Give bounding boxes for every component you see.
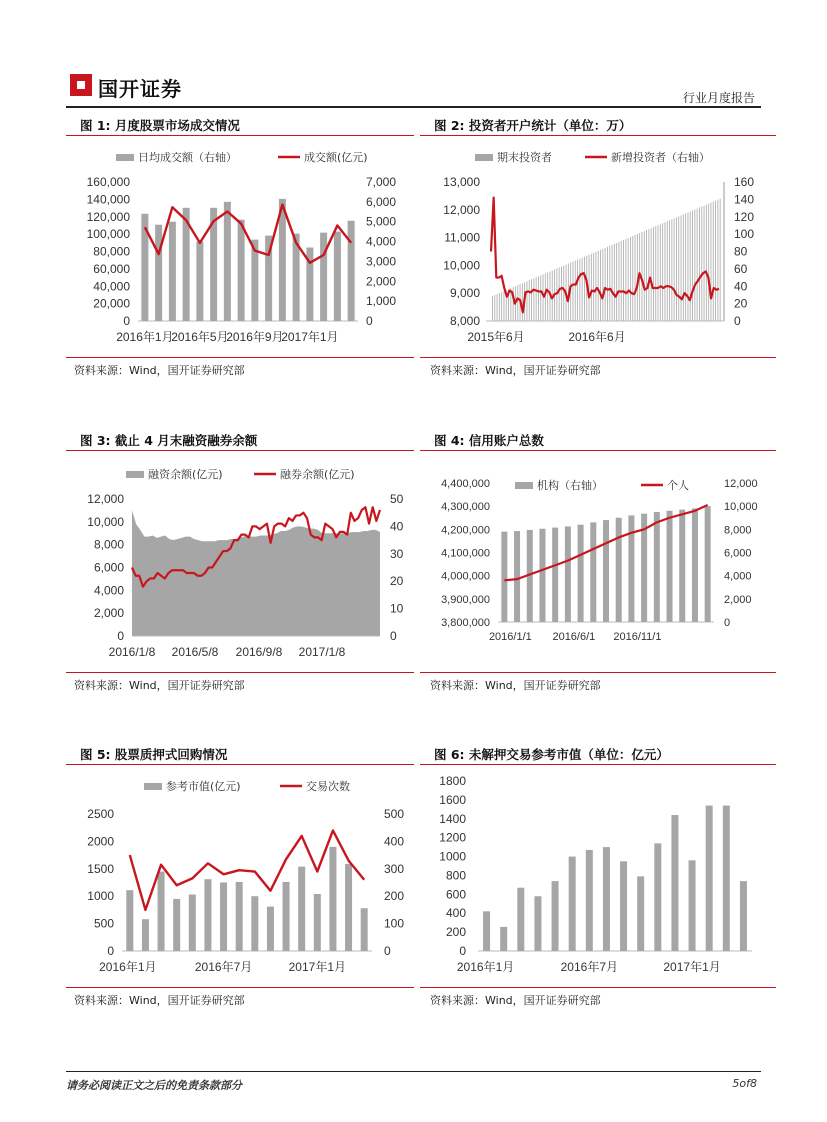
fig2-bar xyxy=(699,208,700,321)
fig4-left-tick-label: 4,200,000 xyxy=(441,524,490,537)
fig5-left-tick-label: 2500 xyxy=(87,807,114,821)
fig1-left-tick-label: 160,000 xyxy=(86,175,130,189)
fig6-x-tick-label: 2017年1月 xyxy=(663,960,721,974)
fig2-bar xyxy=(577,260,578,321)
fig2-source: 资料来源：Wind，国开证券研究部 xyxy=(430,364,601,377)
fig2-bar xyxy=(614,244,615,321)
fig3-title: 图 3: 截止 4 月末融资融券余额 xyxy=(80,433,258,448)
fig6-bar xyxy=(706,806,713,951)
fig2-left-tick-label: 9,000 xyxy=(449,286,480,301)
fig4-right-tick-label: 12,000 xyxy=(724,478,758,490)
fig4-bar xyxy=(501,532,507,622)
fig2-bar xyxy=(584,257,585,321)
fig2-bar xyxy=(492,296,493,321)
fig3-right-tick-label: 10 xyxy=(390,601,404,616)
fig1-chart xyxy=(66,140,414,354)
fig2-bar xyxy=(646,230,647,321)
fig5-x-tick-label: 2016年7月 xyxy=(194,960,253,974)
fig2-left-tick-label: 11,000 xyxy=(444,230,480,245)
fig2-bar xyxy=(685,213,686,321)
fig2-bar xyxy=(708,204,709,321)
fig2-legend-label: 期末投资者 xyxy=(497,151,552,164)
fig6-source: 资料来源：Wind，国开证券研究部 xyxy=(430,994,601,1007)
fig1-left-tick-label: 40,000 xyxy=(93,279,130,294)
fig2-bar xyxy=(510,288,511,321)
fig5-chart xyxy=(66,770,414,984)
fig2-bar xyxy=(621,241,622,321)
fig2-bar xyxy=(662,223,663,321)
fig4-left-tick-label: 4,400,000 xyxy=(441,478,490,490)
fig5-bar xyxy=(283,882,290,951)
fig2-bar xyxy=(596,252,597,321)
fig1-source: 资料来源：Wind，国开证券研究部 xyxy=(74,364,245,377)
fig1-bar xyxy=(238,220,245,321)
fig4-legend-swatch-bar xyxy=(515,482,533,489)
fig2-bar xyxy=(648,229,649,321)
fig2-bar xyxy=(593,253,594,321)
fig3-right-tick-label: 50 xyxy=(390,492,404,506)
fig3-left-tick-label: 4,000 xyxy=(93,583,124,598)
fig5-bar xyxy=(189,895,196,951)
fig2-bar xyxy=(589,255,590,321)
company-logo-icon xyxy=(70,74,92,96)
fig2-bar xyxy=(628,238,629,321)
fig2-bar xyxy=(683,214,684,321)
fig5-bar xyxy=(142,919,149,951)
fig3-left-tick-label: 2,000 xyxy=(93,606,124,621)
fig2-bar xyxy=(563,266,564,321)
fig2-bar xyxy=(630,237,631,321)
fig6-bar xyxy=(517,888,524,951)
fig2-right-tick-label: 160 xyxy=(734,175,755,189)
fig4-bar xyxy=(565,526,571,622)
fig1-right-tick-label: 7,000 xyxy=(366,175,397,189)
fig5-left-tick-label: 1500 xyxy=(87,861,114,876)
fig2-bar xyxy=(499,293,500,321)
fig4-right-tick-label: 8,000 xyxy=(724,524,752,537)
fig5-right-tick-label: 400 xyxy=(384,834,405,849)
fig2-bar xyxy=(529,280,530,321)
fig1-x-tick-label: 2016年1月 xyxy=(116,330,174,344)
fig6-bar xyxy=(500,927,507,951)
fig5-left-tick-label: 0 xyxy=(107,944,114,958)
fig5-bar xyxy=(361,908,368,951)
fig2-bar xyxy=(669,220,670,321)
fig3-x-tick-label: 2016/9/8 xyxy=(235,645,283,659)
fig1-right-tick-label: 0 xyxy=(366,314,373,328)
fig6-bar xyxy=(483,911,490,951)
fig5-title-rule xyxy=(66,764,414,765)
fig1-legend-swatch-bar xyxy=(116,154,134,161)
fig2-bar xyxy=(658,225,659,321)
fig3-x-tick-label: 2017/1/8 xyxy=(298,645,346,659)
fig6-x-tick-label: 2016年1月 xyxy=(456,960,515,974)
fig1-bar xyxy=(155,225,162,321)
fig1-left-tick-label: 0 xyxy=(123,314,130,328)
fig5-right-tick-label: 300 xyxy=(384,861,405,876)
fig5-right-tick-label: 200 xyxy=(384,889,405,904)
fig2-left-tick-label: 12,000 xyxy=(443,202,480,217)
fig4-bar xyxy=(578,525,584,622)
fig1-bar xyxy=(348,221,355,321)
fig4-bar xyxy=(590,522,596,622)
fig5-left-tick-label: 2000 xyxy=(87,834,114,849)
fig4-bar xyxy=(667,511,673,622)
fig6-left-tick-label: 200 xyxy=(445,925,466,940)
fig2-bar xyxy=(635,235,636,321)
fig2-bar xyxy=(717,200,718,321)
fig1-bar xyxy=(320,233,327,321)
fig2-bar xyxy=(497,294,498,321)
fig4-x-tick-label: 2016/1/1 xyxy=(488,631,532,643)
fig6-bottom-rule xyxy=(420,987,776,988)
fig2-left-tick-label: 10,000 xyxy=(443,258,480,273)
fig2-bar xyxy=(575,261,576,321)
fig3-legend-swatch-bar xyxy=(126,471,144,478)
fig2-x-tick-label: 2015年6月 xyxy=(467,330,525,344)
fig2-bar xyxy=(600,250,601,321)
fig6-title: 图 6: 未解押交易参考市值（单位：亿元） xyxy=(434,747,669,762)
fig2-bar xyxy=(619,242,620,321)
fig6-left-tick-label: 0 xyxy=(459,944,466,958)
fig3-bottom-rule xyxy=(66,672,414,673)
fig1-bar xyxy=(196,242,203,321)
fig4-bar xyxy=(654,512,660,622)
fig2-bar xyxy=(697,209,698,321)
fig2-bar xyxy=(556,268,557,321)
fig2-right-tick-label: 0 xyxy=(734,314,741,328)
company-name: 国开证券 xyxy=(98,77,182,101)
fig2-bar xyxy=(711,203,712,321)
fig2-bar xyxy=(517,285,518,321)
fig4-left-tick-label: 4,100,000 xyxy=(441,547,490,560)
fig5-left-tick-label: 1000 xyxy=(87,889,114,904)
fig2-legend-label: 新增投资者（右轴） xyxy=(611,151,710,164)
fig6-bar xyxy=(671,815,678,951)
fig1-bar xyxy=(169,222,176,321)
fig3-left-tick-label: 8,000 xyxy=(93,537,124,552)
fig2-bar xyxy=(533,278,534,321)
fig2-bar xyxy=(651,228,652,321)
fig1-right-tick-label: 4,000 xyxy=(366,234,397,249)
fig4-right-tick-label: 4,000 xyxy=(724,570,752,583)
fig5-x-tick-label: 2016年1月 xyxy=(99,960,157,974)
fig1-right-tick-label: 2,000 xyxy=(366,274,397,289)
fig2-bar xyxy=(605,248,606,321)
fig3-source: 资料来源：Wind，国开证券研究部 xyxy=(74,679,245,692)
fig1-legend-label: 成交额(亿元) xyxy=(304,151,368,164)
fig5-bar xyxy=(158,872,165,951)
fig1-left-tick-label: 100,000 xyxy=(86,227,130,242)
fig2-bar xyxy=(692,210,693,321)
fig2-bar xyxy=(623,240,624,321)
fig4-chart xyxy=(420,455,776,669)
fig1-right-tick-label: 5,000 xyxy=(366,214,397,229)
fig1-title-rule xyxy=(66,135,414,136)
fig2-bar xyxy=(612,245,613,321)
fig2-bar xyxy=(704,206,705,321)
fig4-right-tick-label: 0 xyxy=(724,617,731,629)
fig6-bar xyxy=(569,857,576,951)
fig2-bar xyxy=(694,209,695,321)
header-divider xyxy=(66,106,761,108)
fig6-bar xyxy=(620,861,627,951)
fig3-left-tick-label: 10,000 xyxy=(87,514,124,529)
fig2-x-tick-label: 2016年6月 xyxy=(568,330,626,344)
fig6-bar xyxy=(586,850,593,951)
fig2-bar xyxy=(616,243,617,321)
fig6-bar xyxy=(740,881,747,951)
fig5-bar xyxy=(236,882,243,951)
fig6-bar xyxy=(637,876,644,951)
fig3-left-tick-label: 6,000 xyxy=(93,560,124,575)
fig2-bar xyxy=(543,274,544,321)
fig3-legend-label: 融资余额(亿元) xyxy=(148,468,223,481)
fig2-bar xyxy=(706,205,707,321)
fig1-left-tick-label: 80,000 xyxy=(93,244,130,259)
fig2-bar xyxy=(494,295,495,321)
fig2-bar xyxy=(625,239,626,321)
fig6-left-tick-label: 600 xyxy=(445,887,466,902)
page-number: 5of8 xyxy=(732,1077,757,1090)
fig1-x-tick-label: 2016年9月 xyxy=(226,330,284,344)
fig3-right-tick-label: 20 xyxy=(390,574,404,589)
fig1-x-tick-label: 2017年1月 xyxy=(281,330,339,344)
fig2-bar xyxy=(674,218,675,321)
fig4-x-tick-label: 2016/11/1 xyxy=(613,631,662,643)
fig4-bar xyxy=(539,529,545,622)
fig2-bar xyxy=(607,247,608,321)
fig6-bar xyxy=(654,843,661,951)
fig5-bar xyxy=(204,879,211,951)
fig2-bar xyxy=(602,249,603,321)
fig2-bar xyxy=(667,221,668,321)
fig2-bar xyxy=(545,273,546,321)
fig2-bar xyxy=(522,283,523,321)
fig5-left-tick-label: 500 xyxy=(93,916,114,931)
fig4-left-tick-label: 3,800,000 xyxy=(441,617,490,629)
fig2-right-tick-label: 120 xyxy=(734,209,755,224)
fig3-legend-label: 融券余额(亿元) xyxy=(280,468,355,481)
fig3-right-tick-label: 40 xyxy=(390,519,404,534)
fig5-bar xyxy=(267,907,274,951)
fig5-bar xyxy=(173,899,180,951)
fig2-bar xyxy=(609,246,610,321)
fig2-legend-swatch-bar xyxy=(475,154,493,161)
fig2-bar xyxy=(681,215,682,321)
fig2-title-rule xyxy=(420,135,776,136)
fig2-bar xyxy=(527,281,528,321)
fig6-left-tick-label: 1200 xyxy=(439,830,466,845)
fig2-right-tick-label: 60 xyxy=(734,261,748,276)
fig3-chart xyxy=(66,455,414,669)
fig5-title: 图 5: 股票质押式回购情况 xyxy=(80,747,228,762)
fig4-x-tick-label: 2016/6/1 xyxy=(552,631,596,643)
fig2-bar xyxy=(660,224,661,321)
fig2-bar xyxy=(665,222,666,321)
fig2-bar xyxy=(701,207,702,321)
fig6-left-tick-label: 800 xyxy=(445,868,466,883)
fig3-right-tick-label: 0 xyxy=(390,629,397,643)
fig2-bar xyxy=(671,219,672,321)
fig4-title-rule xyxy=(420,450,776,451)
fig6-bar xyxy=(603,847,610,951)
fig5-bottom-rule xyxy=(66,987,414,988)
fig1-bottom-rule xyxy=(66,357,414,358)
fig6-chart xyxy=(420,770,776,984)
fig2-right-tick-label: 40 xyxy=(734,279,748,294)
fig6-left-tick-label: 1400 xyxy=(439,811,466,826)
fig4-legend-label: 机构（右轴） xyxy=(537,479,603,492)
fig2-chart xyxy=(420,140,776,354)
fig4-bar xyxy=(514,531,520,622)
fig2-bar xyxy=(531,279,532,321)
fig6-bar xyxy=(552,881,559,951)
fig1-legend-label: 日均成交额（右轴） xyxy=(138,151,237,164)
fig2-bar xyxy=(690,211,691,321)
fig5-right-tick-label: 100 xyxy=(384,916,405,931)
fig2-bar xyxy=(573,262,574,321)
fig4-bar xyxy=(692,508,698,622)
fig6-x-tick-label: 2016年7月 xyxy=(560,960,618,974)
fig6-bar xyxy=(723,806,730,951)
fig3-x-tick-label: 2016/1/8 xyxy=(108,645,156,659)
fig3-x-tick-label: 2016/5/8 xyxy=(171,645,219,659)
fig6-bar xyxy=(689,860,696,951)
fig4-title: 图 4: 信用账户总数 xyxy=(434,433,544,448)
fig2-bar xyxy=(598,251,599,321)
fig2-bar xyxy=(715,201,716,321)
fig2-bar xyxy=(720,199,721,321)
fig1-left-tick-label: 60,000 xyxy=(93,261,130,276)
fig2-right-tick-label: 20 xyxy=(734,296,748,311)
fig4-bar xyxy=(552,528,558,622)
fig5-bar xyxy=(314,894,321,951)
fig5-bar xyxy=(126,890,133,951)
footer-divider xyxy=(66,1071,761,1072)
fig2-bar xyxy=(632,236,633,321)
footer-disclaimer: 请务必阅读正文之后的免责条款部分 xyxy=(66,1079,242,1092)
fig6-bar xyxy=(534,896,541,951)
fig4-right-tick-label: 6,000 xyxy=(724,547,752,560)
fig2-bar xyxy=(540,275,541,321)
fig2-bar xyxy=(676,217,677,321)
fig4-bar xyxy=(616,518,622,622)
fig4-left-tick-label: 3,900,000 xyxy=(441,593,490,606)
fig4-right-tick-label: 10,000 xyxy=(724,501,758,514)
fig6-left-tick-label: 1800 xyxy=(439,774,466,788)
fig1-title: 图 1: 月度股票市场成交情况 xyxy=(80,118,240,133)
fig4-bottom-rule xyxy=(420,672,776,673)
fig2-bar xyxy=(678,216,679,321)
fig2-right-tick-label: 100 xyxy=(734,227,755,242)
fig5-right-tick-label: 0 xyxy=(384,944,391,958)
fig5-legend-label: 参考市值(亿元) xyxy=(166,780,241,793)
fig4-bar xyxy=(705,506,711,622)
fig2-right-tick-label: 140 xyxy=(734,192,755,207)
fig2-bar xyxy=(644,231,645,321)
fig1-left-tick-label: 140,000 xyxy=(86,192,130,207)
fig1-right-tick-label: 6,000 xyxy=(366,194,397,209)
fig5-line-series xyxy=(130,830,364,909)
fig2-bar xyxy=(653,227,654,321)
fig1-left-tick-label: 120,000 xyxy=(86,209,130,224)
fig3-title-rule xyxy=(66,450,414,451)
fig2-bar xyxy=(655,226,656,321)
fig5-bar xyxy=(345,864,352,951)
fig2-bar xyxy=(501,292,502,321)
fig5-source: 资料来源：Wind，国开证券研究部 xyxy=(74,994,245,1007)
fig2-bar xyxy=(561,266,562,321)
fig4-left-tick-label: 4,000,000 xyxy=(441,570,490,583)
fig6-title-rule xyxy=(420,764,776,765)
fig5-legend-swatch-bar xyxy=(144,783,162,790)
fig4-bar xyxy=(679,510,685,622)
fig2-bar xyxy=(536,277,537,321)
fig1-bar xyxy=(224,202,231,321)
fig2-bar xyxy=(538,276,539,321)
fig2-bar xyxy=(579,259,580,321)
fig4-source: 资料来源：Wind，国开证券研究部 xyxy=(430,679,601,692)
fig1-left-tick-label: 20,000 xyxy=(93,296,130,311)
fig5-bar xyxy=(298,867,305,951)
fig4-left-tick-label: 4,300,000 xyxy=(441,501,490,514)
fig2-left-tick-label: 13,000 xyxy=(443,175,480,189)
fig2-title: 图 2: 投资者开户统计（单位：万） xyxy=(434,118,632,133)
fig1-right-tick-label: 1,000 xyxy=(366,294,397,309)
fig4-legend-label: 个人 xyxy=(667,479,689,492)
fig6-left-tick-label: 1000 xyxy=(439,849,466,864)
fig2-bar xyxy=(688,212,689,321)
fig3-left-tick-label: 12,000 xyxy=(87,492,124,506)
fig5-right-tick-label: 500 xyxy=(384,807,405,821)
fig5-bar xyxy=(251,896,258,951)
fig5-bar xyxy=(329,847,336,951)
fig2-bar xyxy=(591,254,592,321)
fig6-left-tick-label: 400 xyxy=(445,906,466,921)
fig1-x-tick-label: 2016年5月 xyxy=(171,330,229,344)
fig6-left-tick-label: 1600 xyxy=(439,792,466,807)
fig5-x-tick-label: 2017年1月 xyxy=(288,960,346,974)
fig2-bottom-rule xyxy=(420,357,776,358)
fig2-bar xyxy=(559,267,560,321)
fig2-right-tick-label: 80 xyxy=(734,244,748,259)
fig4-right-tick-label: 2,000 xyxy=(724,593,752,606)
fig1-bar xyxy=(334,232,341,321)
fig1-right-tick-label: 3,000 xyxy=(366,254,397,269)
fig2-bar xyxy=(713,202,714,321)
fig2-bar xyxy=(547,272,548,321)
fig3-left-tick-label: 0 xyxy=(117,629,124,643)
fig5-legend-label: 交易次数 xyxy=(306,780,350,793)
fig2-bar xyxy=(504,291,505,321)
fig4-bar xyxy=(603,520,609,622)
fig2-left-tick-label: 8,000 xyxy=(449,314,480,328)
fig3-right-tick-label: 30 xyxy=(390,546,404,561)
fig2-bar xyxy=(582,258,583,321)
fig5-bar xyxy=(220,883,227,952)
report-type: 行业月度报告 xyxy=(682,91,755,105)
